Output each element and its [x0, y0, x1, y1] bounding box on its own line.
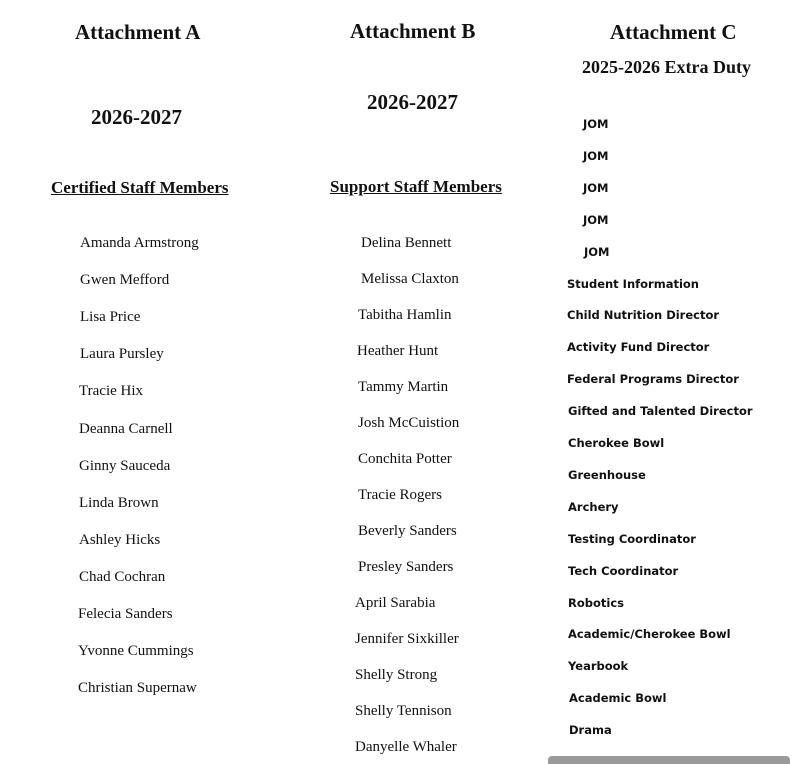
- support-staff-name: Melissa Claxton: [361, 271, 459, 287]
- attachment-b-year: 2026-2027: [367, 90, 458, 114]
- page-edge-shadow: [548, 756, 790, 764]
- extra-duty-item: Activity Fund Director: [567, 340, 710, 355]
- attachment-a-year: 2026-2027: [91, 105, 182, 129]
- certified-staff-name: Ashley Hicks: [79, 531, 161, 548]
- extra-duty-item: JOM: [583, 180, 609, 195]
- support-staff-name: April Sarabia: [355, 595, 436, 611]
- support-staff-name: Jennifer Sixkiller: [355, 631, 459, 647]
- attachment-b-heading: Support Staff Members: [330, 177, 502, 196]
- support-staff-name: Tabitha Hamlin: [358, 307, 452, 323]
- support-staff-name: Danyelle Whaler: [355, 739, 457, 755]
- certified-staff-name: Yvonne Cummings: [78, 643, 194, 660]
- certified-staff-name: Ginny Sauceda: [79, 457, 171, 474]
- extra-duty-item: JOM: [583, 212, 609, 227]
- extra-duty-item: Child Nutrition Director: [567, 308, 720, 323]
- support-staff-name: Shelly Tennison: [355, 703, 452, 719]
- certified-staff-name: Christian Supernaw: [78, 680, 197, 697]
- extra-duty-item: Gifted and Talented Director: [568, 404, 753, 419]
- extra-duty-item: Archery: [568, 499, 619, 514]
- certified-staff-name: Laura Pursley: [80, 346, 164, 363]
- certified-staff-name: Felecia Sanders: [78, 606, 173, 622]
- extra-duty-item: JOM: [583, 117, 609, 131]
- extra-duty-item: Yearbook: [568, 659, 629, 674]
- extra-duty-item: JOM: [584, 244, 610, 259]
- extra-duty-item: Academic Bowl: [569, 691, 667, 706]
- certified-staff-name: Tracie Hix: [79, 383, 144, 400]
- support-staff-name: Delina Bennett: [361, 235, 452, 251]
- attachment-b-title: Attachment B: [350, 19, 476, 43]
- support-staff-name: Josh McCuistion: [358, 415, 460, 431]
- extra-duty-item: Student Information: [567, 276, 699, 291]
- support-staff-name: Presley Sanders: [358, 559, 454, 575]
- extra-duty-item: Robotics: [568, 595, 624, 610]
- certified-staff-name: Linda Brown: [79, 494, 159, 511]
- extra-duty-item: Tech Coordinator: [568, 563, 679, 578]
- extra-duty-item: Drama: [569, 723, 612, 738]
- certified-staff-name: Chad Cochran: [79, 568, 166, 585]
- extra-duty-item: Academic/Cherokee Bowl: [568, 627, 731, 642]
- attachment-c-title: Attachment C: [610, 20, 737, 44]
- certified-staff-name: Amanda Armstrong: [80, 235, 199, 251]
- attachment-a-title: Attachment A: [75, 20, 201, 44]
- certified-staff-name: Lisa Price: [80, 309, 141, 326]
- extra-duty-item: JOM: [583, 148, 609, 163]
- support-staff-name: Tammy Martin: [358, 379, 449, 395]
- certified-staff-name: Gwen Mefford: [80, 272, 170, 289]
- certified-staff-name: Deanna Carnell: [79, 420, 173, 437]
- extra-duty-item: Federal Programs Director: [567, 372, 739, 387]
- extra-duty-item: Greenhouse: [568, 467, 646, 482]
- extra-duty-item: Testing Coordinator: [568, 531, 696, 546]
- extra-duty-item: Cherokee Bowl: [568, 436, 665, 450]
- attachment-c-subtitle: 2025-2026 Extra Duty: [582, 57, 751, 77]
- support-staff-name: Tracie Rogers: [358, 487, 443, 503]
- support-staff-name: Beverly Sanders: [358, 523, 457, 539]
- attachment-a-heading: Certified Staff Members: [51, 178, 229, 197]
- support-staff-name: Conchita Potter: [358, 451, 452, 467]
- support-staff-name: Shelly Strong: [355, 667, 438, 683]
- support-staff-name: Heather Hunt: [357, 343, 439, 359]
